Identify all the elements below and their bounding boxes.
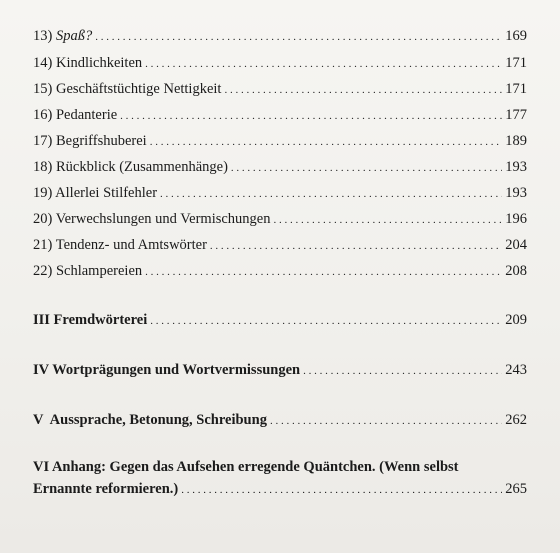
toc-page-number: 262 bbox=[505, 412, 527, 428]
toc-page-number: 177 bbox=[505, 107, 527, 123]
toc-entry-title: 17) Begriffshuberei bbox=[33, 133, 147, 149]
leader-dots bbox=[95, 28, 502, 46]
toc-entry-title: 19) Allerlei Stilfehler bbox=[33, 185, 158, 201]
toc-entry-13 bbox=[33, 27, 527, 46]
toc-page-number: 196 bbox=[505, 211, 527, 227]
toc-entry-18 bbox=[33, 158, 527, 177]
toc-entry-title: 14) Kindlichkeiten bbox=[33, 55, 143, 71]
toc-entry-19 bbox=[33, 184, 527, 203]
toc-page-number: 204 bbox=[505, 237, 527, 253]
leader-dots bbox=[303, 362, 502, 380]
toc-entry-title: 13) Spaß? bbox=[33, 28, 93, 44]
leader-dots bbox=[231, 159, 502, 177]
toc-entry-16 bbox=[33, 106, 527, 125]
leader-dots bbox=[150, 312, 502, 330]
toc-section-title-line1: VI Anhang: Gegen das Aufsehen erregende Quäntchen. (Wenn selbst bbox=[33, 459, 459, 475]
toc-entry-14 bbox=[33, 54, 527, 73]
toc-section-title: IV Wortprägungen und Wortvermissungen bbox=[33, 362, 301, 378]
toc-page-number: 209 bbox=[505, 312, 527, 328]
toc-entry-20 bbox=[33, 210, 527, 229]
toc-page-number: 189 bbox=[505, 133, 527, 149]
toc-entry-21 bbox=[33, 236, 527, 255]
leader-dots bbox=[181, 479, 502, 501]
toc-section-title: III Fremdwörterei bbox=[33, 312, 148, 328]
toc-entry-title: 21) Tendenz- und Amtswörter bbox=[33, 237, 207, 253]
leader-dots bbox=[210, 237, 502, 255]
toc-entry-17 bbox=[33, 132, 527, 151]
toc-section-title-line2: Ernannte reformieren.) bbox=[33, 481, 179, 497]
toc-entry-title: 16) Pedanterie bbox=[33, 107, 118, 123]
toc-page-number: 169 bbox=[505, 28, 527, 44]
toc-entry-title: 15) Geschäftstüchtige Nettigkeit bbox=[33, 81, 222, 97]
toc-section-v bbox=[33, 411, 527, 430]
toc-entry-title: 18) Rückblick (Zusammenhänge) bbox=[33, 159, 228, 175]
toc-page-number: 193 bbox=[505, 159, 527, 175]
toc-section-iii bbox=[33, 311, 527, 330]
leader-dots bbox=[145, 55, 502, 73]
toc-section-title: V Aussprache, Betonung, Schreibung bbox=[33, 412, 267, 428]
toc-entry-title: 22) Schlampereien bbox=[33, 263, 143, 279]
leader-dots bbox=[145, 263, 502, 281]
toc-entry-22 bbox=[33, 262, 527, 281]
leader-dots bbox=[120, 107, 502, 125]
leader-dots bbox=[274, 211, 503, 229]
toc-entry-title: 20) Verwechslungen und Vermischungen bbox=[33, 211, 271, 227]
toc-section-iv bbox=[33, 361, 527, 380]
toc-page-number: 243 bbox=[505, 362, 527, 378]
toc-page-number: 265 bbox=[505, 481, 527, 497]
toc-section-vi bbox=[33, 456, 527, 501]
leader-dots bbox=[270, 412, 502, 430]
leader-dots bbox=[160, 185, 502, 203]
toc-page-number: 193 bbox=[505, 185, 527, 201]
toc-section-title-line2-row bbox=[33, 478, 527, 501]
toc-page-number: 171 bbox=[505, 81, 527, 97]
leader-dots bbox=[224, 81, 502, 99]
toc-page-number: 171 bbox=[505, 55, 527, 71]
toc-page-number: 208 bbox=[505, 263, 527, 279]
toc-entry-15 bbox=[33, 80, 527, 99]
leader-dots bbox=[150, 133, 502, 151]
